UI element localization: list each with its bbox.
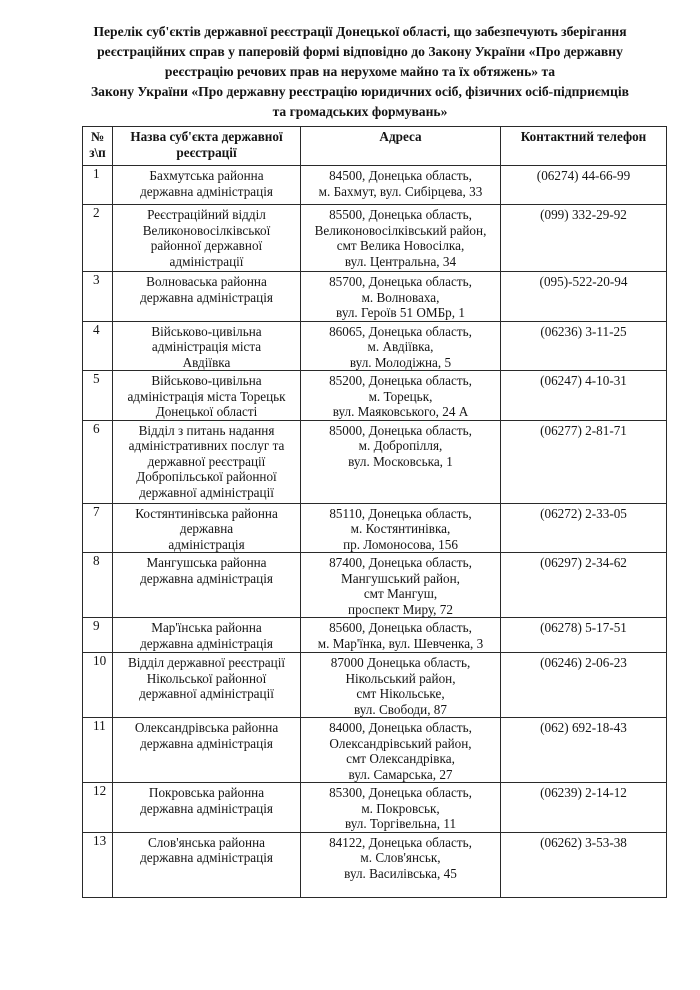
address [301, 166, 501, 205]
phone-text: (06274) 44-66-99 [536, 168, 631, 183]
entity-name [113, 718, 301, 783]
address-line: вул. Маяковського, 24 А [332, 404, 469, 419]
table-row [83, 832, 667, 897]
phone-text: (06278) 5-17-51 [540, 620, 627, 635]
row-number: 11 [83, 718, 113, 783]
address-line: вул. Василівська, 45 [344, 865, 457, 881]
title-line: та громадських формувань» [272, 104, 448, 119]
row-number: 4 [83, 321, 113, 371]
entity-name-line: Авдіївка [182, 354, 231, 370]
phone-text: (06297) 2-34-62 [540, 555, 627, 570]
header-text: реєстрації [176, 145, 237, 160]
row-number: 12 [83, 783, 113, 833]
entity-name-line: адміністрація міста Торецьк [127, 388, 286, 404]
row-number: 3 [83, 272, 113, 322]
entity-name-line: Реєстраційний відділ [147, 207, 266, 222]
header-number [83, 127, 113, 166]
address-line: 85500, Донецька область, [329, 207, 472, 222]
document-title [70, 22, 650, 122]
address-line: вул. Самарська, 27 [348, 766, 453, 782]
entity-name-line: Відділ з питань надання [138, 422, 275, 438]
row-number: 7 [83, 503, 113, 553]
entity-name-line: державної адміністрації [139, 484, 274, 500]
entity-name-line: Добропільської районної [136, 469, 277, 484]
address-line: Мангушський район, [341, 570, 460, 586]
entity-name-line: державна [179, 521, 234, 536]
entity-name [113, 618, 301, 653]
header-address [301, 127, 501, 166]
phone-number [501, 205, 667, 272]
entity-name-line: адміністрація [168, 536, 245, 552]
table-row [83, 420, 667, 503]
entity-name-line: державна адміністрація [140, 289, 273, 305]
address-line: Нікольський район, [345, 670, 456, 686]
entity-name-line: державна адміністрація [140, 800, 273, 816]
header-phone [501, 127, 667, 166]
table-row [83, 618, 667, 653]
address-line: 85000, Донецька область, [329, 422, 472, 438]
address-line: м. Торецьк, [368, 388, 433, 404]
address-line: смт Олександрівка, [346, 751, 455, 766]
entity-name-line: Донецької області [155, 404, 258, 419]
address-line: м. Волноваха, [361, 289, 440, 305]
row-number: 9 [83, 618, 113, 653]
address-line: Олександрівський район, [329, 735, 472, 751]
entity-name-line: державна адміністрація [140, 570, 273, 586]
address [301, 832, 501, 897]
entity-name-line: Бахмутська районна [149, 168, 264, 183]
entity-name-line: адміністрація міста [151, 339, 262, 354]
title-line: реєстрацію речових прав на нерухоме майно та їх обтяжень» та [164, 64, 556, 79]
table-row [83, 653, 667, 718]
entity-name-line: районної державної [150, 238, 263, 253]
header-text: № [90, 129, 105, 144]
address [301, 503, 501, 553]
entity-name-line: Волноваська районна [146, 274, 267, 289]
phone-number [501, 783, 667, 833]
address-line: 85300, Донецька область, [329, 785, 472, 800]
address-line: смт Мангуш, [363, 586, 438, 601]
header-name [113, 127, 301, 166]
address-line: 87400, Донецька область, [329, 555, 472, 570]
entity-name-line: Військово-цивільна [151, 323, 262, 339]
phone-number [501, 272, 667, 322]
table-row [83, 321, 667, 371]
row-number: 1 [83, 166, 113, 205]
address-line: м. Бахмут, вул. Сибірцева, 33 [318, 183, 483, 199]
entity-name [113, 503, 301, 553]
address [301, 371, 501, 421]
address-line: смт Нікольське, [356, 686, 445, 701]
address [301, 718, 501, 783]
address [301, 553, 501, 618]
phone-number [501, 653, 667, 718]
phone-text: (06246) 2-06-23 [540, 655, 627, 670]
phone-number [501, 553, 667, 618]
address-line: 85600, Донецька область, [329, 620, 472, 635]
entity-name [113, 371, 301, 421]
address-line: вул. Молодіжна, 5 [349, 354, 452, 370]
address-line: м. Костянтинівка, [350, 521, 451, 536]
table-row [83, 503, 667, 553]
address-line: 86065, Донецька область, [329, 323, 472, 339]
entity-name-line: державної реєстрації [147, 453, 266, 469]
address [301, 618, 501, 653]
address-line: м. Слов'янськ, [360, 850, 441, 865]
phone-number [501, 166, 667, 205]
address-line: м. Добропілля, [358, 438, 443, 453]
phone-number [501, 371, 667, 421]
entity-name [113, 205, 301, 272]
phone-text: (06272) 2-33-05 [540, 505, 627, 521]
entity-name-line: державна адміністрація [140, 183, 273, 199]
header-text: Контактний телефон [520, 129, 647, 144]
row-number: 13 [83, 832, 113, 897]
entity-name [113, 420, 301, 503]
address [301, 420, 501, 503]
address-line: вул. Свободи, 87 [354, 701, 447, 717]
phone-number [501, 321, 667, 371]
table-row [83, 166, 667, 205]
address-line: 84000, Донецька область, [329, 720, 472, 735]
header-text: з\п [89, 145, 106, 160]
title-line: реєстраційних справ у паперовій формі відповідно до Закону України «Про державну [97, 44, 623, 59]
address-line: Великоновосілківський район, [314, 222, 487, 238]
address-line: 85700, Донецька область, [329, 274, 472, 289]
address [301, 653, 501, 718]
address-line: вул. Центральна, 34 [344, 253, 457, 269]
entity-name-line: державна адміністрація [140, 735, 273, 751]
phone-text: (099) 332-29-92 [540, 207, 627, 222]
address-line: вул. Московська, 1 [348, 453, 453, 469]
entity-name-line: Костянтинівська районна [135, 505, 278, 521]
entity-name [113, 653, 301, 718]
address-line: смт Велика Новосілка, [336, 238, 465, 253]
entity-name-line: Слов'янська районна [148, 834, 265, 850]
table-row [83, 205, 667, 272]
phone-text: (06277) 2-81-71 [540, 422, 627, 438]
phone-number [501, 503, 667, 553]
entity-name-line: Олександрівська районна [134, 720, 279, 735]
entity-name-line: державна адміністрація [140, 850, 273, 865]
phone-number [501, 832, 667, 897]
address-line: 85200, Донецька область, [329, 373, 472, 388]
entity-name-line: Військово-цивільна [151, 373, 262, 388]
address [301, 783, 501, 833]
phone-number [501, 618, 667, 653]
entity-name-line: Великоновосілківської [142, 222, 271, 238]
header-text: Адреса [379, 129, 422, 144]
address-line: пр. Ломоносова, 156 [343, 536, 458, 552]
header-text: Назва суб'єкта державної [130, 129, 283, 144]
entity-name-line: Мангушська районна [146, 555, 267, 570]
row-number: 2 [83, 205, 113, 272]
address [301, 321, 501, 371]
phone-number [501, 420, 667, 503]
entity-name [113, 553, 301, 618]
registry-table [82, 126, 667, 898]
entity-name [113, 832, 301, 897]
title-line: Перелік суб'єктів державної реєстрації Донецької області, що забезпечують зберігання [93, 24, 627, 39]
address-line: вул. Торгівельна, 11 [344, 816, 457, 831]
address-line: м. Мар'їнка, вул. Шевченка, 3 [317, 635, 484, 651]
table-row [83, 371, 667, 421]
entity-name-line: Мар'їнська районна [151, 620, 262, 635]
table-row [83, 553, 667, 618]
address-line: вул. Героїв 51 ОМБр, 1 [336, 305, 465, 320]
address-line: 85110, Донецька область, [329, 505, 472, 521]
entity-name-line: Нікольської районної [146, 670, 267, 686]
phone-text: (06247) 4-10-31 [540, 373, 627, 388]
phone-text: (06239) 2-14-12 [540, 785, 627, 800]
address-line: проспект Миру, 72 [348, 601, 453, 617]
address-line: м. Покровськ, [361, 800, 440, 816]
address-line: м. Авдіївка, [367, 339, 434, 354]
phone-number [501, 718, 667, 783]
table-header-row [83, 127, 667, 166]
phone-text: (06262) 3-53-38 [540, 834, 627, 850]
row-number: 6 [83, 420, 113, 503]
entity-name [113, 321, 301, 371]
entity-name-line: державної адміністрації [139, 686, 274, 701]
phone-text: (06236) 3-11-25 [540, 323, 627, 339]
entity-name-line: Відділ державної реєстрації [127, 655, 286, 670]
table-row [83, 272, 667, 322]
phone-text: (062) 692-18-43 [540, 720, 627, 735]
table-row [83, 783, 667, 833]
phone-text: (095)-522-20-94 [539, 274, 628, 289]
address [301, 272, 501, 322]
entity-name-line: адміністративних послуг та [128, 438, 285, 453]
entity-name [113, 272, 301, 322]
entity-name-line: адміністрації [169, 253, 244, 269]
table-body [83, 166, 667, 898]
entity-name [113, 783, 301, 833]
table-row [83, 718, 667, 783]
row-number: 10 [83, 653, 113, 718]
address-line: 84500, Донецька область, [329, 168, 472, 183]
address-line: 84122, Донецька область, [329, 834, 472, 850]
row-number: 8 [83, 553, 113, 618]
entity-name-line: державна адміністрація [140, 635, 273, 651]
address [301, 205, 501, 272]
entity-name [113, 166, 301, 205]
row-number: 5 [83, 371, 113, 421]
entity-name-line: Покровська районна [148, 785, 265, 800]
address-line: 87000 Донецька область, [330, 655, 471, 670]
title-line: Закону України «Про державну реєстрацію юридичних осіб, фізичних осіб-підприємців [90, 84, 629, 99]
